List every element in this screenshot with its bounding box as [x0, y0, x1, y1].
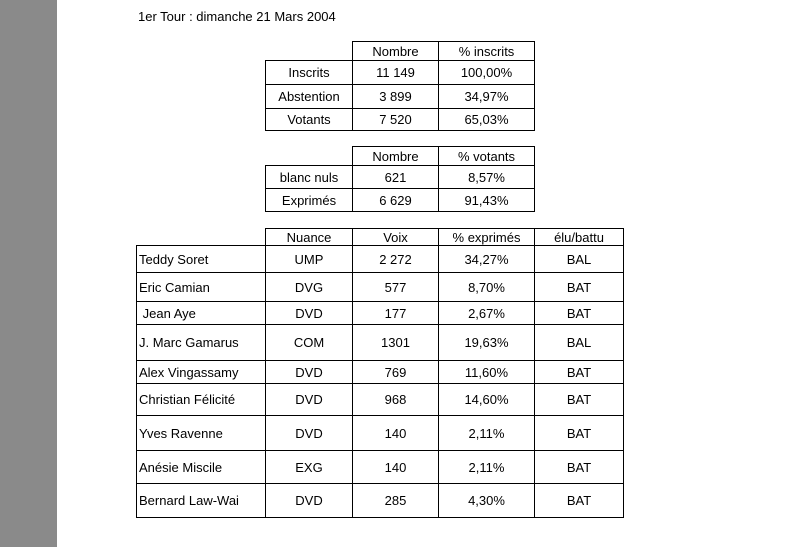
candidate-nuance: DVD	[266, 416, 353, 451]
candidate-row	[137, 246, 624, 273]
participation-pct: 65,03%	[439, 109, 535, 131]
participation-header-row	[266, 42, 535, 61]
participation-label: Votants	[266, 109, 353, 131]
candidate-row	[137, 302, 624, 325]
votes-nombre: 6 629	[353, 189, 439, 212]
candidates-header-empty	[137, 229, 266, 246]
candidate-row	[137, 273, 624, 302]
candidate-pct: 34,27%	[439, 246, 535, 273]
document-title: 1er Tour : dimanche 21 Mars 2004	[138, 9, 336, 24]
participation-row-votants	[266, 109, 535, 131]
participation-header-empty	[266, 42, 353, 61]
candidate-result: BAT	[535, 384, 624, 416]
candidate-row	[137, 361, 624, 384]
votes-pct: 91,43%	[439, 189, 535, 212]
candidate-pct: 19,63%	[439, 325, 535, 361]
candidate-row	[137, 451, 624, 484]
candidate-nuance: DVD	[266, 484, 353, 518]
votes-header-nombre: Nombre	[353, 147, 439, 166]
candidate-name: Yves Ravenne	[137, 416, 266, 451]
candidate-nuance: EXG	[266, 451, 353, 484]
participation-header-pct: % inscrits	[439, 42, 535, 61]
participation-nombre: 11 149	[353, 61, 439, 85]
candidate-voix: 968	[353, 384, 439, 416]
candidate-pct: 11,60%	[439, 361, 535, 384]
candidate-nuance: DVD	[266, 302, 353, 325]
left-gray-bar	[0, 0, 57, 547]
participation-table	[265, 41, 535, 131]
votes-table	[265, 146, 535, 212]
candidate-name: Teddy Soret	[137, 246, 266, 273]
participation-row-abstention	[266, 85, 535, 109]
candidate-voix: 177	[353, 302, 439, 325]
candidate-result: BAL	[535, 325, 624, 361]
votes-header-pct: % votants	[439, 147, 535, 166]
candidate-voix: 285	[353, 484, 439, 518]
votes-label: blanc nuls	[266, 166, 353, 189]
candidate-name: Christian Félicité	[137, 384, 266, 416]
candidates-header-nuance: Nuance	[266, 229, 353, 246]
votes-row-exprimes	[266, 189, 535, 212]
candidate-row	[137, 416, 624, 451]
participation-label: Abstention	[266, 85, 353, 109]
candidate-result: BAT	[535, 451, 624, 484]
candidate-voix: 1301	[353, 325, 439, 361]
candidates-table	[136, 228, 624, 518]
votes-header-empty	[266, 147, 353, 166]
candidates-header-row	[137, 229, 624, 246]
candidate-pct: 2,67%	[439, 302, 535, 325]
candidate-nuance: DVD	[266, 361, 353, 384]
candidate-row	[137, 484, 624, 518]
participation-row-inscrits	[266, 61, 535, 85]
candidate-voix: 140	[353, 416, 439, 451]
participation-pct: 34,97%	[439, 85, 535, 109]
candidates-header-pct: % exprimés	[439, 229, 535, 246]
candidate-pct: 4,30%	[439, 484, 535, 518]
candidate-result: BAT	[535, 273, 624, 302]
votes-nombre: 621	[353, 166, 439, 189]
participation-label: Inscrits	[266, 61, 353, 85]
candidate-voix: 577	[353, 273, 439, 302]
participation-header-nombre: Nombre	[353, 42, 439, 61]
candidate-pct: 8,70%	[439, 273, 535, 302]
candidate-result: BAT	[535, 484, 624, 518]
votes-label: Exprimés	[266, 189, 353, 212]
candidate-pct: 2,11%	[439, 451, 535, 484]
candidate-result: BAT	[535, 302, 624, 325]
participation-pct: 100,00%	[439, 61, 535, 85]
candidate-name: Bernard Law-Wai	[137, 484, 266, 518]
candidate-voix: 140	[353, 451, 439, 484]
candidate-row	[137, 325, 624, 361]
candidate-result: BAT	[535, 361, 624, 384]
participation-nombre: 3 899	[353, 85, 439, 109]
candidate-name: Anésie Miscile	[137, 451, 266, 484]
candidate-nuance: DVD	[266, 384, 353, 416]
candidate-result: BAL	[535, 246, 624, 273]
candidate-result: BAT	[535, 416, 624, 451]
candidate-voix: 2 272	[353, 246, 439, 273]
candidate-name: Jean Aye	[137, 302, 266, 325]
votes-header-row	[266, 147, 535, 166]
candidate-pct: 2,11%	[439, 416, 535, 451]
candidate-nuance: DVG	[266, 273, 353, 302]
candidate-row	[137, 384, 624, 416]
votes-pct: 8,57%	[439, 166, 535, 189]
votes-row-blanc-nuls	[266, 166, 535, 189]
candidate-pct: 14,60%	[439, 384, 535, 416]
candidate-nuance: COM	[266, 325, 353, 361]
candidates-header-voix: Voix	[353, 229, 439, 246]
candidate-nuance: UMP	[266, 246, 353, 273]
candidates-header-result: élu/battu	[535, 229, 624, 246]
candidate-name: Eric Camian	[137, 273, 266, 302]
candidate-name: Alex Vingassamy	[137, 361, 266, 384]
candidate-voix: 769	[353, 361, 439, 384]
participation-nombre: 7 520	[353, 109, 439, 131]
candidate-name: J. Marc Gamarus	[137, 325, 266, 361]
